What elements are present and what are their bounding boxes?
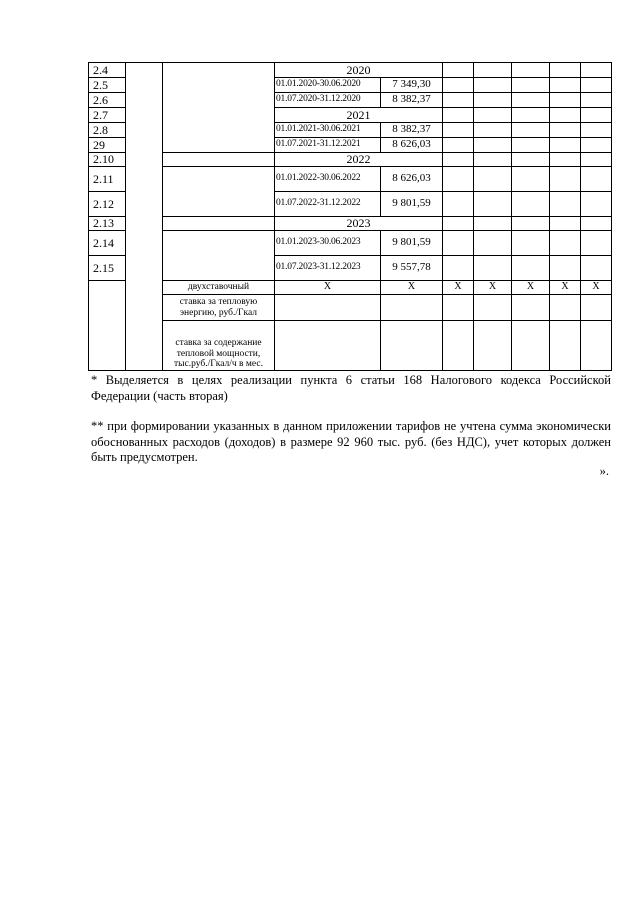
empty-cell xyxy=(474,321,512,371)
tariff-type-cell xyxy=(163,217,275,231)
period-cell: 01.01.2021-30.06.2021 xyxy=(275,123,381,138)
empty-cell xyxy=(443,138,474,153)
table-row xyxy=(89,231,612,256)
empty-cell xyxy=(512,63,550,78)
row-number: 2.4 xyxy=(89,63,126,78)
table-row xyxy=(89,167,612,192)
tariff-value: 9 801,59 xyxy=(381,231,443,256)
empty-cell xyxy=(381,321,443,371)
empty-cell xyxy=(581,138,612,153)
empty-cell xyxy=(550,231,581,256)
row-number: 2.13 xyxy=(89,217,126,231)
tariff-value: 8 626,03 xyxy=(381,167,443,192)
empty-cell xyxy=(381,295,443,321)
table-row xyxy=(89,281,612,295)
empty-cell xyxy=(581,78,612,93)
empty-cell xyxy=(443,93,474,108)
empty-cell xyxy=(474,167,512,192)
empty-cell xyxy=(550,93,581,108)
two-part-tariff-label: двухставочный xyxy=(163,281,275,295)
row-number: 2.8 xyxy=(89,123,126,138)
empty-cell xyxy=(581,192,612,217)
x-mark: Х xyxy=(512,281,550,295)
empty-cell xyxy=(550,321,581,371)
tariff-table-body xyxy=(89,63,612,371)
empty-cell xyxy=(443,231,474,256)
row-number: 2.7 xyxy=(89,108,126,123)
period-cell: 01.01.2022-30.06.2022 xyxy=(275,167,381,192)
closing-quote-mark: ». xyxy=(599,464,609,478)
empty-cell xyxy=(512,256,550,281)
empty-cell xyxy=(275,295,381,321)
empty-cell xyxy=(443,167,474,192)
empty-cell xyxy=(581,63,612,78)
year-header: 2022 xyxy=(275,153,443,167)
empty-cell xyxy=(512,231,550,256)
merged-empty-cell xyxy=(126,63,163,371)
empty-cell xyxy=(512,138,550,153)
tariff-value: 9 801,59 xyxy=(381,192,443,217)
empty-cell xyxy=(474,138,512,153)
empty-cell xyxy=(474,295,512,321)
empty-cell xyxy=(581,123,612,138)
period-cell: 01.01.2020-30.06.2020 xyxy=(275,78,381,93)
tariff-type-cell xyxy=(163,231,275,281)
empty-cell xyxy=(443,108,474,123)
row-number: 2.15 xyxy=(89,256,126,281)
table-row xyxy=(89,63,612,78)
empty-cell xyxy=(550,153,581,167)
empty-cell xyxy=(512,295,550,321)
empty-cell xyxy=(581,167,612,192)
empty-cell xyxy=(581,153,612,167)
tariff-type-cell xyxy=(163,167,275,217)
empty-cell xyxy=(512,123,550,138)
x-mark: Х xyxy=(443,281,474,295)
empty-cell xyxy=(474,256,512,281)
capacity-rate-label: ставка за содержание тепловой мощности, тыс.руб./Гкал/ч в мес. xyxy=(163,321,275,371)
empty-cell xyxy=(550,123,581,138)
footnote-expenses: ** при формировании указанных в данном приложении тарифов не учтена сумма экономически обоснованных расходов (доходов) в размере 92 960 тыс. руб. (без НДС), учет которых должен быть предусмотрен. xyxy=(91,419,611,464)
empty-number-cell xyxy=(89,281,126,371)
empty-cell xyxy=(443,153,474,167)
row-number: 2.10 xyxy=(89,153,126,167)
tariff-type-cell xyxy=(163,153,275,167)
table-row xyxy=(89,321,612,371)
empty-cell xyxy=(581,93,612,108)
empty-cell xyxy=(474,192,512,217)
empty-cell xyxy=(550,138,581,153)
empty-cell xyxy=(443,123,474,138)
row-number: 2.11 xyxy=(89,167,126,192)
empty-cell xyxy=(443,295,474,321)
energy-rate-label: ставка за тепловую энергию, руб./Гкал xyxy=(163,295,275,321)
period-cell: 01.01.2023-30.06.2023 xyxy=(275,231,381,256)
period-cell: 01.07.2023-31.12.2023 xyxy=(275,256,381,281)
empty-cell xyxy=(512,321,550,371)
tariff-value: 8 382,37 xyxy=(381,123,443,138)
x-mark: Х xyxy=(381,281,443,295)
x-mark: Х xyxy=(550,281,581,295)
period-cell: 01.07.2021-31.12.2021 xyxy=(275,138,381,153)
empty-cell xyxy=(474,63,512,78)
x-mark: Х xyxy=(581,281,612,295)
empty-cell xyxy=(512,78,550,93)
row-number: 2.5 xyxy=(89,78,126,93)
empty-cell xyxy=(581,295,612,321)
empty-cell xyxy=(581,321,612,371)
year-header: 2020 xyxy=(275,63,443,78)
year-header: 2021 xyxy=(275,108,443,123)
table-row xyxy=(89,217,612,231)
x-mark: Х xyxy=(275,281,381,295)
empty-cell xyxy=(474,93,512,108)
tariff-value: 9 557,78 xyxy=(381,256,443,281)
empty-cell xyxy=(550,108,581,123)
row-number: 29 xyxy=(89,138,126,153)
table-row xyxy=(89,295,612,321)
empty-cell xyxy=(474,231,512,256)
empty-cell xyxy=(443,78,474,93)
x-mark: Х xyxy=(474,281,512,295)
empty-cell xyxy=(581,217,612,231)
empty-cell xyxy=(550,167,581,192)
empty-cell xyxy=(443,192,474,217)
row-number: 2.14 xyxy=(89,231,126,256)
row-number: 2.12 xyxy=(89,192,126,217)
empty-cell xyxy=(512,153,550,167)
footnote-vat: * Выделяется в целях реализации пункта 6 статьи 168 Налогового кодекса Российской Федерации (часть вторая) xyxy=(91,373,611,403)
table-row xyxy=(89,153,612,167)
empty-cell xyxy=(474,78,512,93)
row-number: 2.6 xyxy=(89,93,126,108)
empty-cell xyxy=(550,63,581,78)
empty-cell xyxy=(581,256,612,281)
year-header: 2023 xyxy=(275,217,443,231)
empty-cell xyxy=(443,63,474,78)
period-cell: 01.07.2022-31.12.2022 xyxy=(275,192,381,217)
tariff-value: 8 382,37 xyxy=(381,93,443,108)
period-cell: 01.07.2020-31.12.2020 xyxy=(275,93,381,108)
empty-cell xyxy=(474,153,512,167)
empty-cell xyxy=(512,192,550,217)
empty-cell xyxy=(512,217,550,231)
empty-cell xyxy=(550,295,581,321)
empty-cell xyxy=(474,123,512,138)
empty-cell xyxy=(512,93,550,108)
empty-cell xyxy=(275,321,381,371)
tariff-type-cell xyxy=(163,63,275,153)
empty-cell xyxy=(443,321,474,371)
tariff-table xyxy=(88,62,612,371)
empty-cell xyxy=(550,256,581,281)
empty-cell xyxy=(512,167,550,192)
empty-cell xyxy=(550,217,581,231)
empty-cell xyxy=(512,108,550,123)
tariff-value: 7 349,30 xyxy=(381,78,443,93)
empty-cell xyxy=(550,78,581,93)
empty-cell xyxy=(550,192,581,217)
empty-cell xyxy=(443,217,474,231)
empty-cell xyxy=(581,108,612,123)
empty-cell xyxy=(474,108,512,123)
empty-cell xyxy=(581,231,612,256)
tariff-value: 8 626,03 xyxy=(381,138,443,153)
empty-cell xyxy=(443,256,474,281)
empty-cell xyxy=(474,217,512,231)
